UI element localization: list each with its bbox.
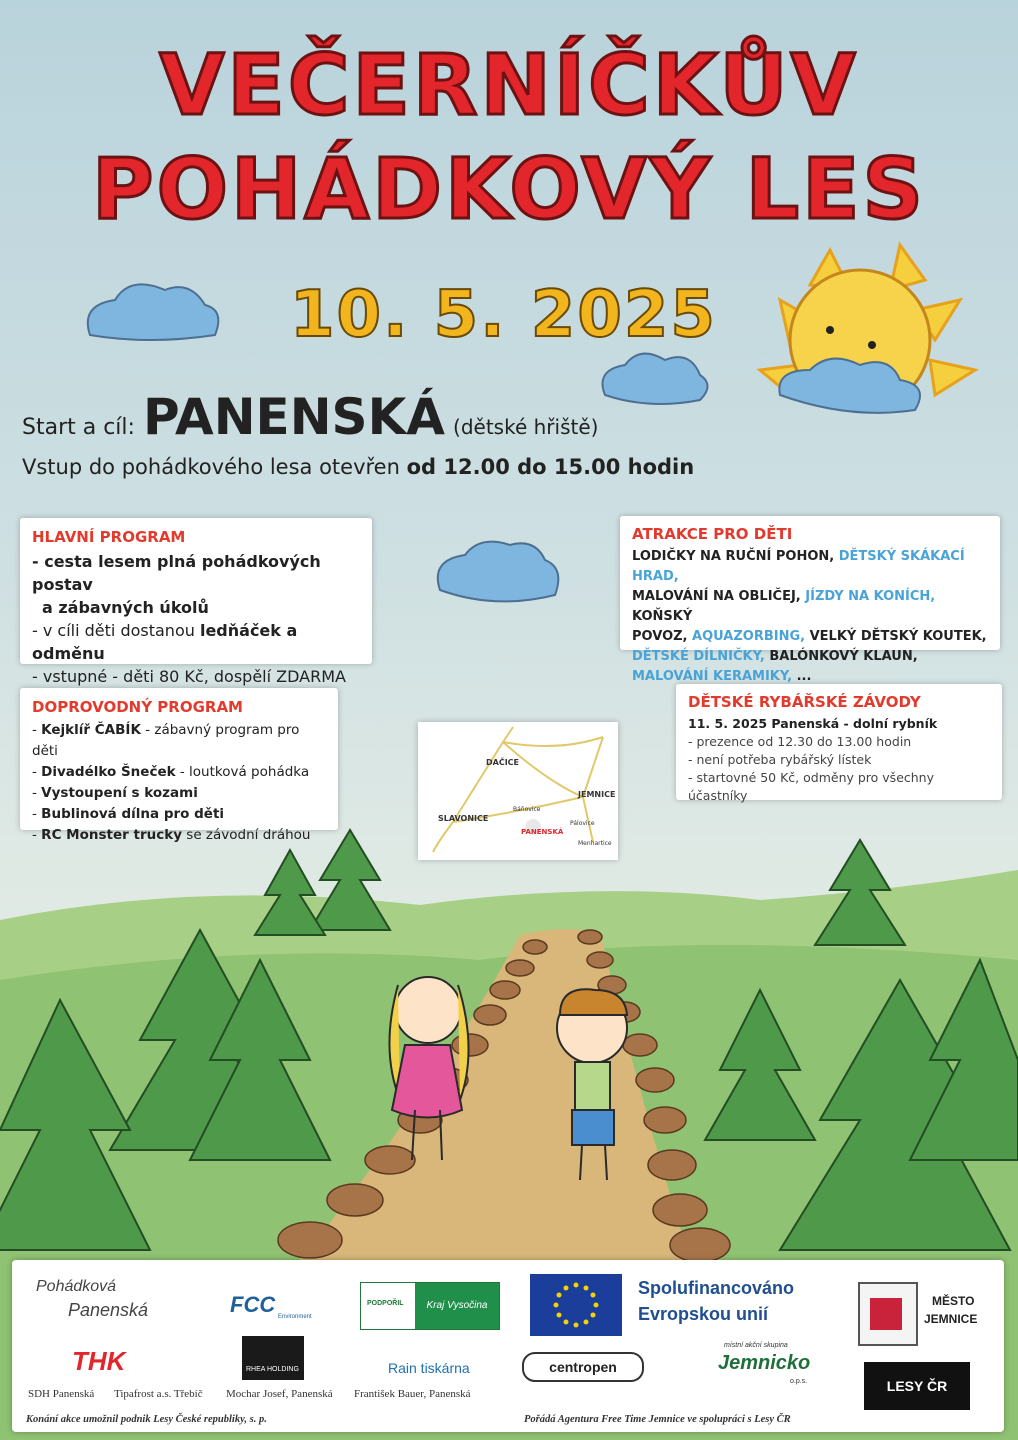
attraction: DĚTSKÉ DÍLNIČKY, [632,649,765,664]
item-bold: Kejklíř ČABÍK [41,722,141,738]
title-line-2: POHÁDKOVÝ LES [92,140,926,238]
location-map [418,722,618,860]
logo-jemnicko: Jemnicko [718,1352,811,1374]
attraction: LODIČKY NA RUČNÍ POHON, [632,549,835,564]
item-rest: - zábavný program pro děti [32,722,300,759]
attraction: POVOZ, [632,629,688,644]
attraction: JÍZDY NA KONÍCH, [805,589,936,604]
fishing-title: DĚTSKÉ RYBÁŘSKÉ ZÁVODY [688,693,921,711]
logo-mas: místní akční skupina [724,1342,788,1349]
item-bold: Divadélko Šneček [41,764,176,780]
main-program-title: HLAVNÍ PROGRAM [32,528,186,546]
eu-text-1: Spolufinancováno [638,1278,795,1298]
attraction: VELKÝ DĚTSKÝ KOUTEK, [809,629,987,644]
sponsor-name: Tipafrost a.s. Třebíč [114,1388,203,1400]
logo-fcc-sub: Environment [278,1314,312,1320]
mesto-text-1: MĚSTO [932,1294,975,1308]
attractions-line [632,647,988,667]
map-label-slavonice: SLAVONICE [438,814,489,823]
open-prefix: Vstup do pohádkového lesa otevřen [22,455,400,479]
start-note: (dětské hřiště) [453,415,599,439]
mesto-text-2: JEMNICE [924,1312,978,1326]
title-line-1: VEČERNÍČKŮV [159,36,859,134]
attraction: AQUAZORBING, [692,629,806,644]
side-program-item: - Kejklíř ČABÍK - zábavný program pro děti [32,722,300,759]
sponsor-name: SDH Panenská [28,1388,95,1400]
attraction: MALOVÁNÍ KERAMIKY, [632,669,793,684]
start-place: PANENSKÁ [142,388,446,446]
main-program-line: a zábavných úkolů [42,598,209,617]
logo-podporil: PODPOŘIL [367,1300,404,1307]
map-label-banovice: Báňovice [513,806,541,813]
jemnice-coat-of-arms-icon [858,1282,918,1346]
map-label-palovice: Pálovice [570,820,595,827]
logo-panenska: Panenská [68,1300,149,1320]
open-hours: od 12.00 do 15.00 hodin [406,455,695,479]
side-program-item: - Bublinová dílna pro děti [32,806,225,822]
attractions-line [632,547,988,587]
logo-thk: THK [72,1346,126,1376]
sponsor-name: Mochar Josef, Panenská [226,1388,333,1400]
item-bold: Vystoupení s kozami [41,785,198,801]
side-program-item: - Divadélko Šneček - loutková pohádka [32,764,310,780]
sponsor-name: František Bauer, Panenská [354,1388,471,1400]
attraction: DĚTSKÝ SKÁKACÍ HRAD, [632,549,965,584]
main-program-line [32,619,360,665]
item-rest: se závodní dráhou [182,827,311,843]
attraction: ... [796,669,812,684]
logo-rhea: RHEA HOLDING [246,1366,299,1373]
start-label: Start a cíl: [22,415,135,440]
item-bold: Bublinová dílna pro děti [41,806,225,822]
fishing-subtitle: 11. 5. 2025 Panenská - dolní rybník [688,716,938,731]
footer-right: Pořádá Agentura Free Time Jemnice ve spolupráci s Lesy ČR [524,1414,791,1425]
side-program-item: - RC Monster trucky se závodní dráhou [32,827,311,843]
map-label-menhartice: Menhartice [578,840,612,847]
fishing-line: - startovné 50 Kč, odměny pro všechny účastníky [688,770,935,803]
event-date: 10. 5. 2025 [290,278,717,352]
main-program-text: - v cíli děti dostanou [32,621,195,640]
attractions-line [632,627,988,647]
attractions-panel [620,516,1000,684]
side-program-panel [20,688,338,843]
logo-pohadkova: Pohádková [36,1278,117,1295]
main-program-panel [20,518,372,686]
map-label-panenska: PANENSKÁ [521,828,564,836]
side-program-title: DOPROVODNÝ PROGRAM [32,698,243,716]
map-label-dacice: DAČICE [486,758,520,767]
fishing-line: - není potřeba rybářský lístek [688,752,872,767]
map-label-jemnice: JEMNICE [578,790,616,799]
logo-kraj-box [360,1282,500,1330]
logo-centropen: centropen [522,1352,644,1382]
attraction: KOŇSKÝ [632,609,693,624]
fishing-line: - prezence od 12.30 do 13.00 hodin [688,734,912,749]
main-program-bold: ledňáček a odměnu [32,621,298,663]
start-line [22,388,598,446]
fishing-panel [676,684,1002,803]
attraction: MALOVÁNÍ NA OBLIČEJ, [632,589,801,604]
logo-rhea-box [242,1336,304,1380]
main-program-line: - cesta lesem plná pohádkových postav [32,552,321,594]
eu-text-2: Evropskou unií [638,1304,769,1324]
main-program-line: - vstupné - děti 80 Kč, dospělí ZDARMA [32,667,346,686]
attractions-title: ATRAKCE PRO DĚTI [632,525,793,543]
item-bold: RC Monster trucky [41,827,182,843]
logo-fcc: FCC [230,1292,276,1317]
logo-ops: o.p.s. [790,1378,808,1385]
attraction: BALÓNKOVÝ KLAUN, [769,649,918,664]
attractions-line [632,587,988,627]
footer-left: Konání akce umožnil podnik Lesy České republiky, s. p. [26,1414,267,1425]
sponsors-panel [12,1260,1004,1432]
eu-flag-icon [530,1274,622,1336]
opening-hours [22,455,694,479]
logo-lesy: LESY ČR [864,1362,970,1410]
logo-rain: Rain tiskárna [388,1360,470,1376]
item-rest: - loutková pohádka [175,764,310,780]
logo-kraj: Kraj Vysočina [415,1283,499,1329]
side-program-item: - Vystoupení s kozami [32,785,198,801]
